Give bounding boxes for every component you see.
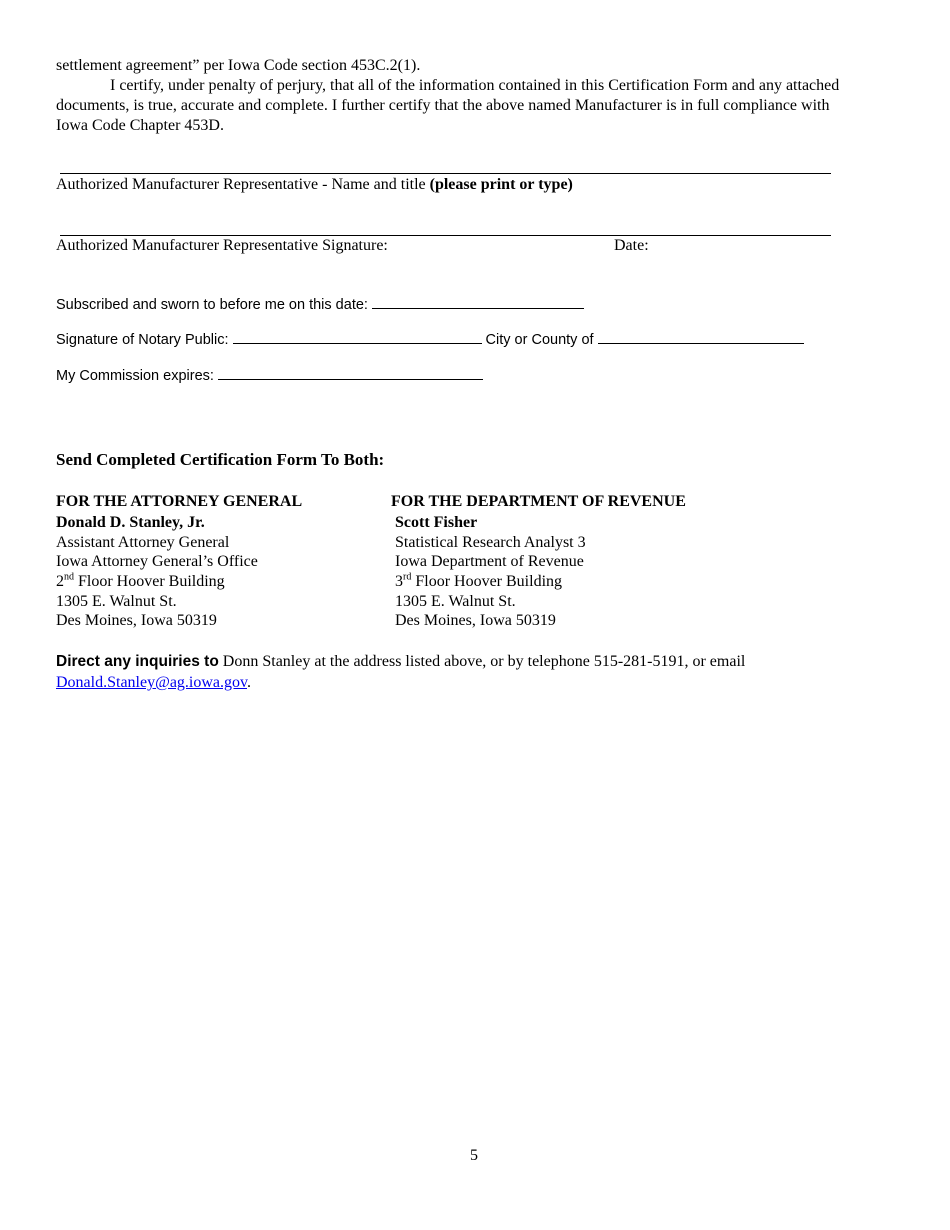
sworn-date-field[interactable]: [372, 294, 584, 309]
ag-street: 1305 E. Walnut St.: [56, 593, 177, 610]
rev-heading: FOR THE DEPARTMENT OF REVENUE: [391, 493, 686, 510]
date-label: Date:: [614, 237, 649, 254]
name-title-note: (please print or type): [429, 176, 573, 193]
rev-floor-sup: rd: [403, 571, 412, 583]
rev-floor: [395, 572, 562, 592]
inquiries-email-line: [56, 673, 251, 693]
rev-street: 1305 E. Walnut St.: [395, 593, 516, 610]
ag-floor-rest: Floor Hoover Building: [74, 573, 225, 590]
sworn-label: Subscribed and sworn to before me on this date:: [56, 297, 368, 313]
rev-floor-num: 3: [395, 573, 403, 590]
send-heading: Send Completed Certification Form To Both:: [56, 450, 385, 469]
page-number: 5: [470, 1147, 478, 1164]
ag-name: Donald D. Stanley, Jr.: [56, 514, 205, 531]
inquiries-text: Donn Stanley at the address listed above, or by telephone 515-281-5191, or email: [218, 653, 746, 670]
commission-field[interactable]: [218, 365, 483, 380]
ag-floor-num: 2: [56, 573, 64, 590]
inquiries-lead: Direct any inquiries to: [56, 653, 219, 670]
rev-name: Scott Fisher: [395, 514, 478, 531]
notary-sig-field[interactable]: [233, 329, 482, 344]
notary-sig-label: Signature of Notary Public:: [56, 332, 229, 348]
ag-floor: [56, 572, 225, 592]
cert-line-3: documents, is true, accurate and complete. I further certify that the above named Manufacturer is in full compliance with: [56, 97, 830, 114]
cert-line-2: I certify, under penalty of perjury, that all of the information contained in this Certification Form and any attached: [110, 77, 840, 94]
name-title-line[interactable]: [60, 173, 831, 174]
name-title-text: Authorized Manufacturer Representative - Name and title: [56, 176, 430, 193]
city-county-field[interactable]: [598, 329, 804, 344]
name-title-label: [56, 175, 573, 195]
ag-floor-sup: nd: [64, 571, 74, 583]
notary-row: [56, 329, 804, 350]
city-county-label: City or County of: [485, 332, 594, 348]
commission-label: My Commission expires:: [56, 368, 214, 384]
inquiries-end: .: [247, 674, 251, 691]
rev-office: Iowa Department of Revenue: [395, 553, 584, 570]
email-link[interactable]: Donald.Stanley@ag.iowa.gov: [56, 674, 247, 691]
ag-heading: FOR THE ATTORNEY GENERAL: [56, 493, 303, 510]
rev-title: Statistical Research Analyst 3: [395, 534, 586, 551]
rev-floor-rest: Floor Hoover Building: [411, 573, 563, 590]
sworn-row: [56, 294, 584, 315]
ag-office: Iowa Attorney General’s Office: [56, 553, 258, 570]
commission-row: [56, 365, 483, 386]
cert-line-4: Iowa Code Chapter 453D.: [56, 117, 224, 134]
inquiries-line: [56, 652, 745, 672]
ag-title: Assistant Attorney General: [56, 534, 230, 551]
signature-label: Authorized Manufacturer Representative Signature:: [56, 237, 388, 254]
ag-city: Des Moines, Iowa 50319: [56, 612, 217, 629]
cert-line-1: settlement agreement” per Iowa Code section 453C.2(1).: [56, 57, 421, 74]
rev-city: Des Moines, Iowa 50319: [395, 612, 556, 629]
